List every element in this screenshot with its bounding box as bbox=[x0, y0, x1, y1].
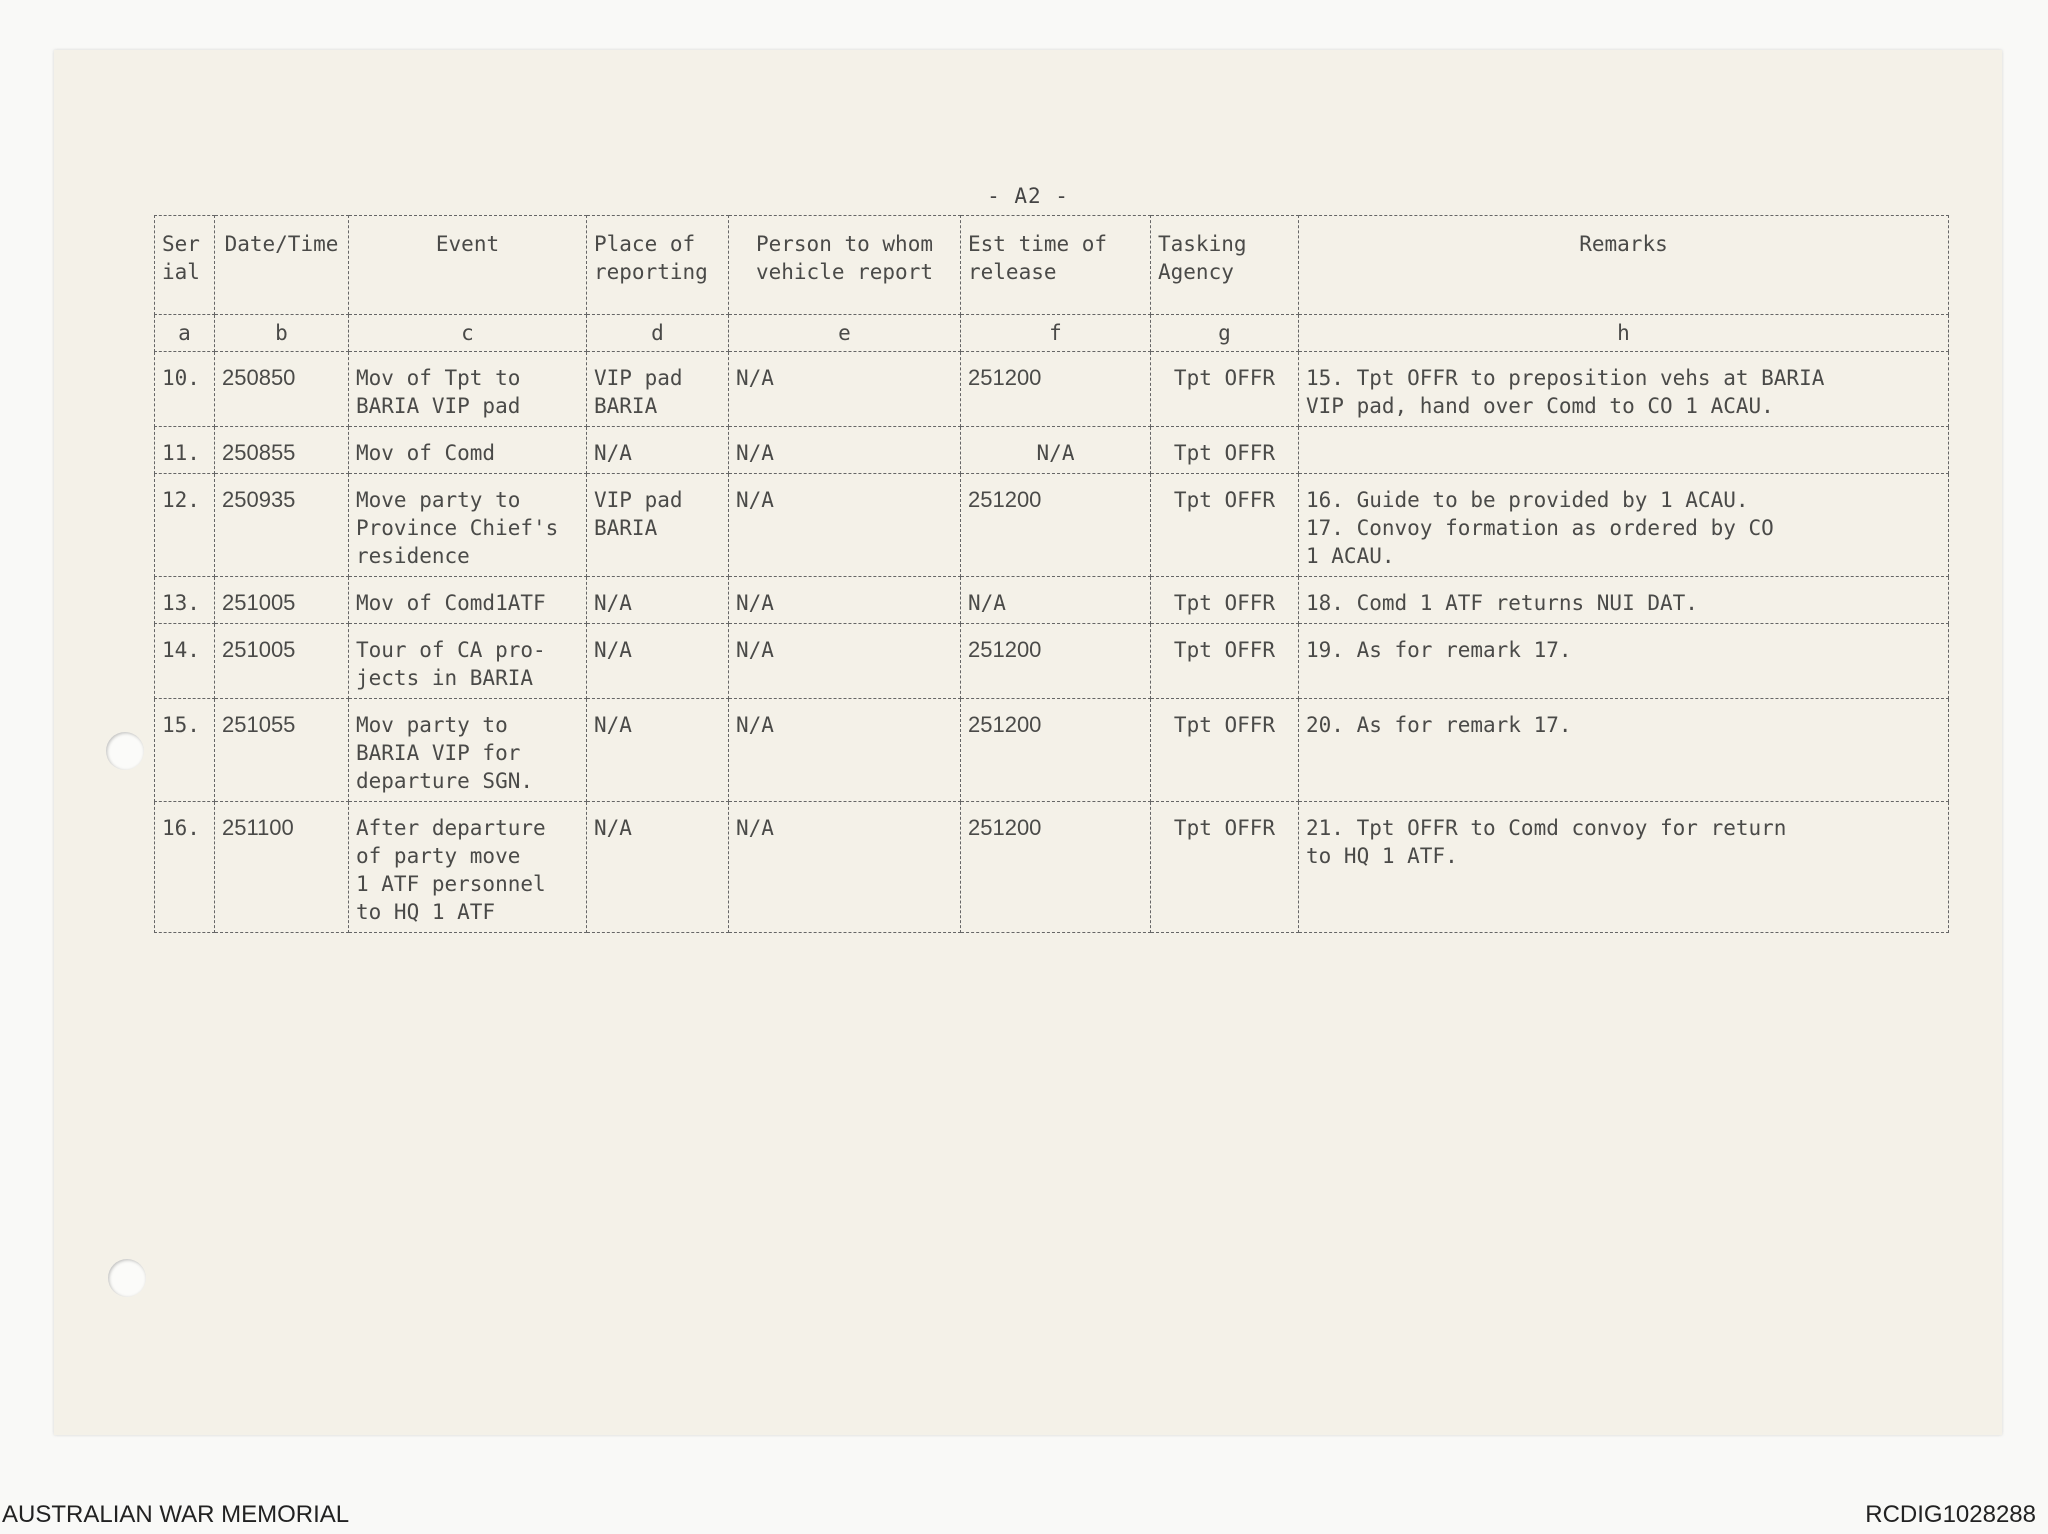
release-cell: N/A bbox=[961, 427, 1151, 474]
page-number: - A2 - bbox=[987, 184, 1069, 208]
person-cell: N/A bbox=[729, 474, 961, 577]
event-cell: Mov party to BARIA VIP for departure SGN. bbox=[349, 699, 587, 802]
serial-cell: 16. bbox=[155, 802, 215, 933]
column-letter: c bbox=[349, 315, 587, 352]
event-cell: Mov of Comd bbox=[349, 427, 587, 474]
serial-cell: 10. bbox=[155, 352, 215, 427]
schedule-table bbox=[154, 215, 1949, 933]
remarks-cell: 15. Tpt OFFR to preposition vehs at BARIA VIP pad, hand over Comd to CO 1 ACAU. bbox=[1299, 352, 1949, 427]
event-cell: Move party to Province Chief's residence bbox=[349, 474, 587, 577]
place-cell: VIP pad BARIA bbox=[587, 474, 729, 577]
header-serial: Ser ial bbox=[155, 216, 215, 315]
punch-hole bbox=[108, 1259, 146, 1297]
datetime-cell: 250855 bbox=[215, 427, 349, 474]
release-cell: N/A bbox=[961, 577, 1151, 624]
event-cell: Mov of Comd1ATF bbox=[349, 577, 587, 624]
agency-cell: Tpt OFFR bbox=[1151, 427, 1299, 474]
datetime-cell: 250850 bbox=[215, 352, 349, 427]
column-letter: f bbox=[961, 315, 1151, 352]
agency-cell: Tpt OFFR bbox=[1151, 577, 1299, 624]
column-letter: g bbox=[1151, 315, 1299, 352]
remarks-cell: 18. Comd 1 ATF returns NUI DAT. bbox=[1299, 577, 1949, 624]
archive-credit: AUSTRALIAN WAR MEMORIAL bbox=[2, 1501, 350, 1528]
table-row bbox=[155, 577, 1949, 624]
column-letter-row bbox=[155, 315, 1949, 352]
agency-cell: Tpt OFFR bbox=[1151, 474, 1299, 577]
header-release: Est time of release bbox=[961, 216, 1151, 315]
header-remarks: Remarks bbox=[1299, 216, 1949, 315]
table-row bbox=[155, 699, 1949, 802]
header-agency: Tasking Agency bbox=[1151, 216, 1299, 315]
table-row bbox=[155, 352, 1949, 427]
datetime-cell: 251055 bbox=[215, 699, 349, 802]
release-cell: 251200 bbox=[961, 474, 1151, 577]
remarks-cell bbox=[1299, 427, 1949, 474]
table-row bbox=[155, 802, 1949, 933]
place-cell: VIP pad BARIA bbox=[587, 352, 729, 427]
table-row bbox=[155, 474, 1949, 577]
remarks-cell: 16. Guide to be provided by 1 ACAU. 17. Convoy formation as ordered by CO 1 ACAU. bbox=[1299, 474, 1949, 577]
serial-cell: 13. bbox=[155, 577, 215, 624]
person-cell: N/A bbox=[729, 427, 961, 474]
serial-cell: 12. bbox=[155, 474, 215, 577]
person-cell: N/A bbox=[729, 577, 961, 624]
agency-cell: Tpt OFFR bbox=[1151, 624, 1299, 699]
datetime-cell: 251005 bbox=[215, 624, 349, 699]
datetime-cell: 251005 bbox=[215, 577, 349, 624]
release-cell: 251200 bbox=[961, 352, 1151, 427]
place-cell: N/A bbox=[587, 577, 729, 624]
header-row bbox=[155, 216, 1949, 315]
release-cell: 251200 bbox=[961, 699, 1151, 802]
person-cell: N/A bbox=[729, 802, 961, 933]
header-event: Event bbox=[349, 216, 587, 315]
person-cell: N/A bbox=[729, 699, 961, 802]
place-cell: N/A bbox=[587, 624, 729, 699]
agency-cell: Tpt OFFR bbox=[1151, 352, 1299, 427]
serial-cell: 15. bbox=[155, 699, 215, 802]
table-row bbox=[155, 427, 1949, 474]
datetime-cell: 251100 bbox=[215, 802, 349, 933]
column-letter: a bbox=[155, 315, 215, 352]
schedule-table-container bbox=[154, 215, 1948, 933]
place-cell: N/A bbox=[587, 699, 729, 802]
column-letter: e bbox=[729, 315, 961, 352]
punch-hole bbox=[106, 732, 144, 770]
remarks-cell: 19. As for remark 17. bbox=[1299, 624, 1949, 699]
person-cell: N/A bbox=[729, 624, 961, 699]
header-datetime: Date/Time bbox=[215, 216, 349, 315]
event-cell: After departure of party move 1 ATF personnel to HQ 1 ATF bbox=[349, 802, 587, 933]
agency-cell: Tpt OFFR bbox=[1151, 699, 1299, 802]
serial-cell: 11. bbox=[155, 427, 215, 474]
column-letter: h bbox=[1299, 315, 1949, 352]
remarks-cell: 21. Tpt OFFR to Comd convoy for return to HQ 1 ATF. bbox=[1299, 802, 1949, 933]
header-place: Place of reporting bbox=[587, 216, 729, 315]
archive-reference-id: RCDIG1028288 bbox=[1865, 1501, 2036, 1528]
release-cell: 251200 bbox=[961, 802, 1151, 933]
release-cell: 251200 bbox=[961, 624, 1151, 699]
header-person: Person to whom vehicle report bbox=[729, 216, 961, 315]
column-letter: d bbox=[587, 315, 729, 352]
table-row bbox=[155, 624, 1949, 699]
column-letter: b bbox=[215, 315, 349, 352]
place-cell: N/A bbox=[587, 427, 729, 474]
event-cell: Mov of Tpt to BARIA VIP pad bbox=[349, 352, 587, 427]
place-cell: N/A bbox=[587, 802, 729, 933]
datetime-cell: 250935 bbox=[215, 474, 349, 577]
event-cell: Tour of CA pro- jects in BARIA bbox=[349, 624, 587, 699]
serial-cell: 14. bbox=[155, 624, 215, 699]
person-cell: N/A bbox=[729, 352, 961, 427]
remarks-cell: 20. As for remark 17. bbox=[1299, 699, 1949, 802]
agency-cell: Tpt OFFR bbox=[1151, 802, 1299, 933]
